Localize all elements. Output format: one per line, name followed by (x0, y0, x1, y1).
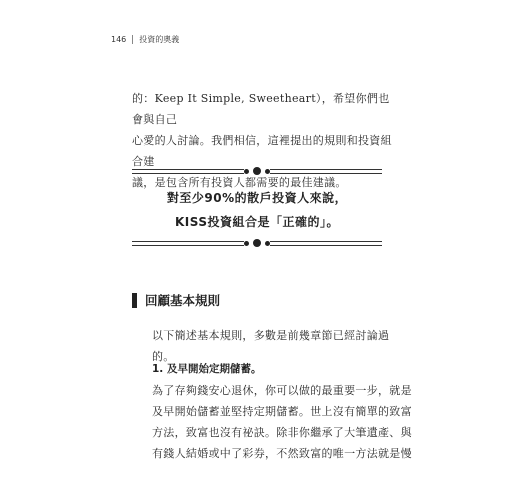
dot-icon (244, 169, 249, 174)
rule-paragraph (152, 380, 414, 464)
section-title: 回顧基本規則 (145, 293, 221, 308)
heading-bar-icon (132, 293, 137, 308)
running-header (111, 34, 179, 45)
callout-quote (132, 186, 382, 234)
callout-line: 對至少90%的散戶投資人來說， (166, 191, 348, 205)
intro-line: 議，是包含所有投資人都需要的最佳建議。 (132, 176, 347, 189)
book-title: 投資的奧義 (139, 35, 180, 44)
section-heading (132, 291, 220, 309)
page-number: 146 (111, 35, 127, 44)
divider-lines-right (270, 169, 382, 175)
header-separator (132, 35, 133, 44)
rule-line: 有錢人結婚或中了彩券，不然致富的唯一方法就是慢 (152, 447, 412, 460)
bottom-ornament-divider (132, 238, 382, 250)
dot-icon (253, 239, 261, 247)
divider-dots (244, 167, 270, 175)
rule-line: 方法，致富也沒有祕訣。除非你繼承了大筆遺產、與 (152, 426, 412, 439)
rule-line: 為了存夠錢安心退休，你可以做的最重要一步，就是 (152, 384, 412, 397)
rule-heading: 1. 及早開始定期儲蓄。 (152, 363, 262, 375)
dot-icon (244, 241, 249, 246)
divider-lines-left (132, 241, 244, 247)
callout-line: KISS投資組合是「正確的」。 (174, 215, 339, 229)
rule-line: 及早開始儲蓄並堅持定期儲蓄。世上沒有簡單的致富 (152, 405, 412, 418)
top-ornament-divider (132, 166, 382, 178)
divider-lines-right (270, 241, 382, 247)
dot-icon (253, 167, 261, 175)
intro-line: 的：Keep It Simple, Sweetheart），希望你們也會與自己 (132, 92, 390, 126)
section-intro-line: 以下簡述基本規則，多數是前幾章節已經討論過的。 (152, 329, 390, 363)
intro-line: 心愛的人討論。我們相信，這裡提出的規則和投資組合建 (132, 134, 392, 168)
divider-dots (244, 239, 270, 247)
divider-lines-left (132, 169, 244, 175)
